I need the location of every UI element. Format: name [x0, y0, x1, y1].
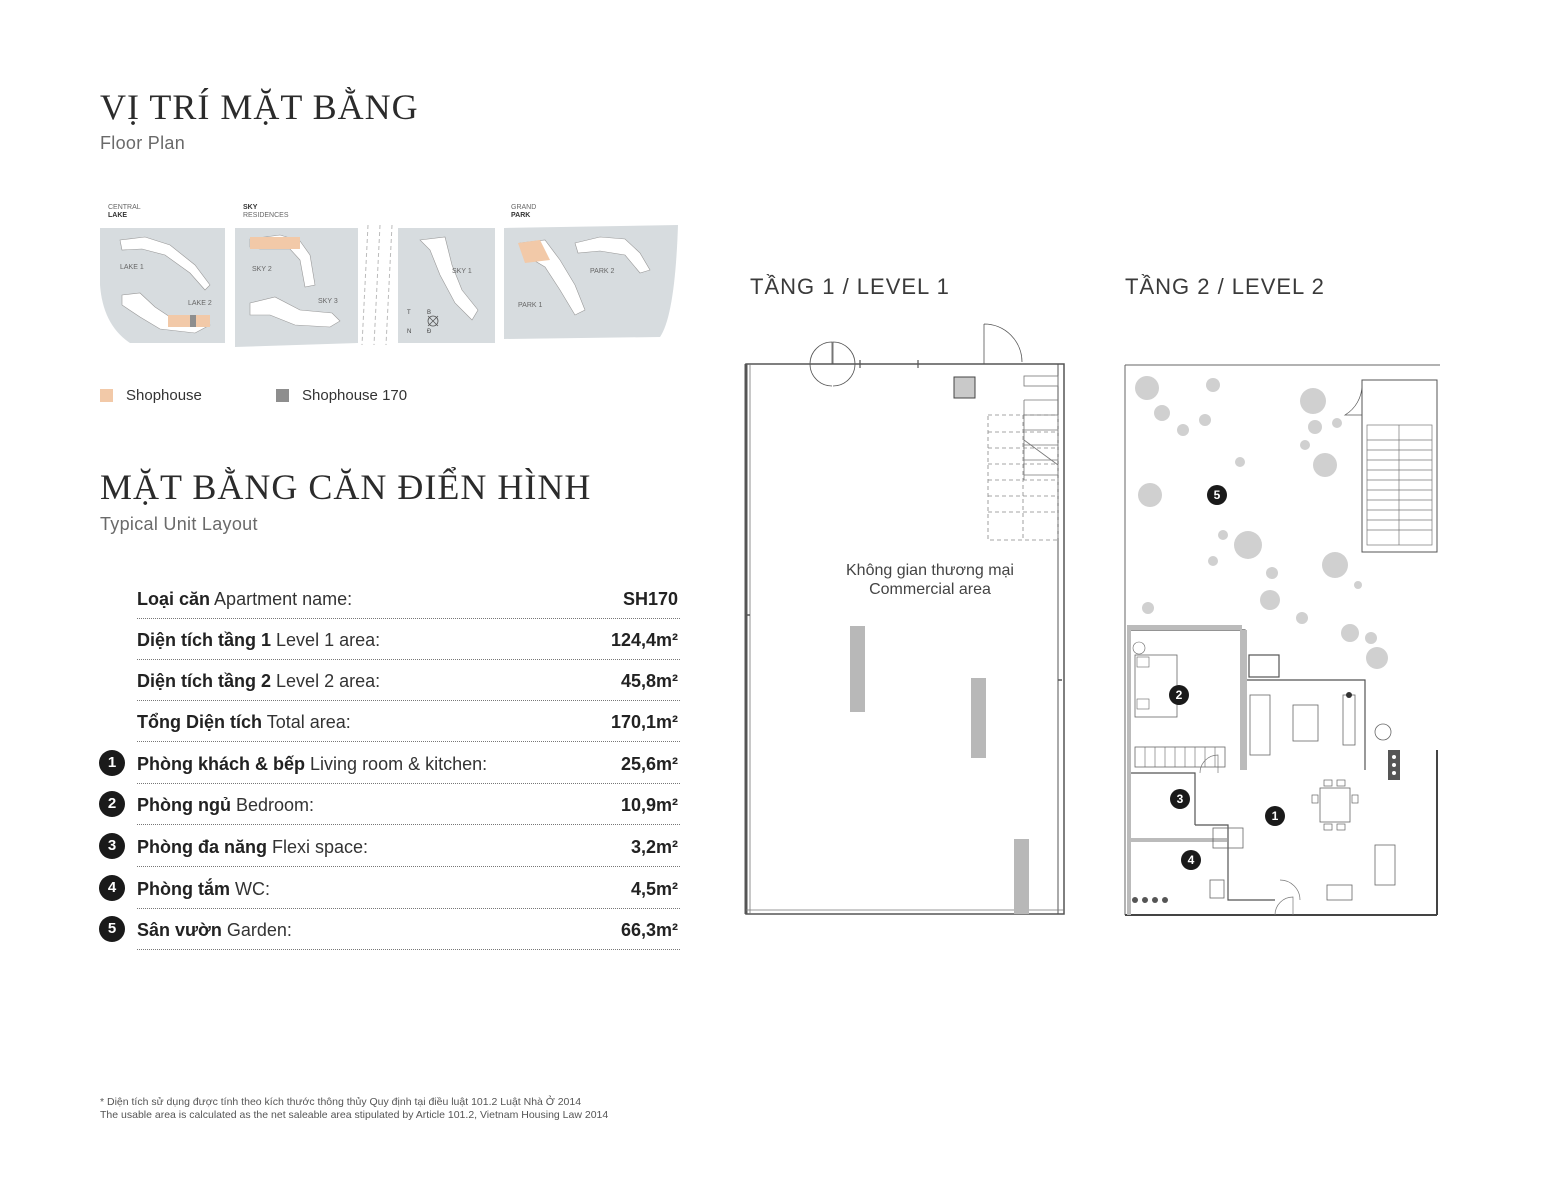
- area-label-en: Commercial area: [869, 581, 991, 598]
- room-number-badge: 3: [99, 833, 125, 859]
- spec-value: SH170: [622, 589, 678, 609]
- zone-label-grand-park: GRAND PARK: [511, 204, 537, 219]
- spec-value: 4,5m²: [630, 879, 678, 899]
- section-subtitle: Typical Unit Layout: [100, 514, 258, 534]
- spec-label: Phòng đa năng Flexi space:: [137, 837, 369, 857]
- spec-value: 3,2m²: [630, 837, 678, 857]
- map-label-lake1: LAKE 1: [120, 264, 144, 271]
- level2-floorplan: [1115, 355, 1445, 920]
- spec-row: [107, 743, 680, 784]
- map-label-sky2: SKY 2: [252, 266, 272, 273]
- compass-d: Đ: [427, 329, 432, 335]
- spec-row: [137, 701, 680, 742]
- page-subtitle: Floor Plan: [100, 133, 186, 153]
- spec-row: [107, 826, 680, 867]
- spec-label: Phòng khách & bếp Living room & kitchen:: [137, 754, 488, 774]
- spec-label: Tổng Diện tích Total area:: [137, 712, 351, 732]
- legend-label: Shophouse: [126, 387, 202, 404]
- level1-title: TẦNG 1 / LEVEL 1: [750, 274, 950, 299]
- spec-row: [107, 784, 680, 825]
- spec-label: Phòng tắm WC:: [137, 879, 271, 899]
- plan-badge-4: 4: [1181, 850, 1201, 870]
- section-title: MẶT BẰNG CĂN ĐIỂN HÌNH: [100, 467, 592, 507]
- site-map-graphic: [100, 225, 690, 350]
- map-label-sky1: SKY 1: [452, 268, 472, 275]
- compass-b: B: [427, 310, 432, 316]
- plan-badge-3: 3: [1170, 789, 1190, 809]
- compass-n: N: [407, 329, 412, 335]
- zone-label-sky-residences: SKY RESIDENCES: [243, 204, 289, 219]
- spec-value: 170,1m²: [610, 712, 678, 732]
- site-map: [100, 200, 690, 360]
- map-label-sky3: SKY 3: [318, 298, 338, 305]
- plan-badge-1: 1: [1265, 806, 1285, 826]
- spec-row: [137, 660, 680, 701]
- spec-row: [107, 868, 680, 909]
- spec-value: 66,3m²: [620, 920, 678, 940]
- spec-row: [137, 578, 680, 619]
- spec-label: Phòng ngủ Bedroom:: [137, 795, 315, 815]
- spec-label: Loại căn Apartment name:: [137, 589, 353, 609]
- level1-area-label: [760, 561, 1100, 599]
- legend-label: Shophouse 170: [302, 387, 408, 404]
- legend-swatch-shophouse: [100, 389, 113, 402]
- spec-row: [137, 619, 680, 660]
- spec-value: 25,6m²: [620, 754, 678, 774]
- spec-value: 10,9m²: [620, 795, 678, 815]
- plan-badge-5: 5: [1207, 485, 1227, 505]
- spec-row: [107, 909, 680, 950]
- level1-floorplan: [740, 320, 1070, 920]
- room-number-badge: 5: [99, 916, 125, 942]
- spec-value: 124,4m²: [610, 630, 678, 650]
- level2-title: TẦNG 2 / LEVEL 2: [1125, 274, 1325, 299]
- room-number-badge: 1: [99, 750, 125, 776]
- spec-label: Diện tích tầng 1 Level 1 area:: [137, 630, 381, 650]
- footnote-en: The usable area is calculated as the net saleable area stipulated by Article 101.2, Vietnam Housing Law 2014: [100, 1109, 609, 1121]
- plan-badge-2: 2: [1169, 685, 1189, 705]
- footnote: [100, 1096, 608, 1122]
- page-title: VỊ TRÍ MẶT BẰNG: [100, 87, 419, 127]
- room-number-badge: 2: [99, 791, 125, 817]
- map-label-park2: PARK 2: [590, 268, 615, 275]
- map-label-park1: PARK 1: [518, 302, 543, 309]
- compass-t: T: [407, 310, 411, 316]
- footnote-vi: * Diện tích sử dụng được tính theo kích thước thông thủy Quy định tại điều luật 101.2 Luật Nhà Ở 2014: [100, 1096, 582, 1108]
- spec-label: Diện tích tầng 2 Level 2 area:: [137, 671, 381, 691]
- room-number-badge: 4: [99, 875, 125, 901]
- map-label-lake2: LAKE 2: [188, 300, 212, 307]
- spec-value: 45,8m²: [620, 671, 678, 691]
- legend-swatch-shophouse-170: [276, 389, 289, 402]
- area-label-vi: Không gian thương mại: [846, 562, 1014, 579]
- legend-shophouse-170: [276, 387, 407, 404]
- zone-label-central-lake: CENTRAL LAKE: [108, 204, 141, 219]
- legend-shophouse: [100, 387, 202, 404]
- spec-label: Sân vườn Garden:: [137, 920, 292, 940]
